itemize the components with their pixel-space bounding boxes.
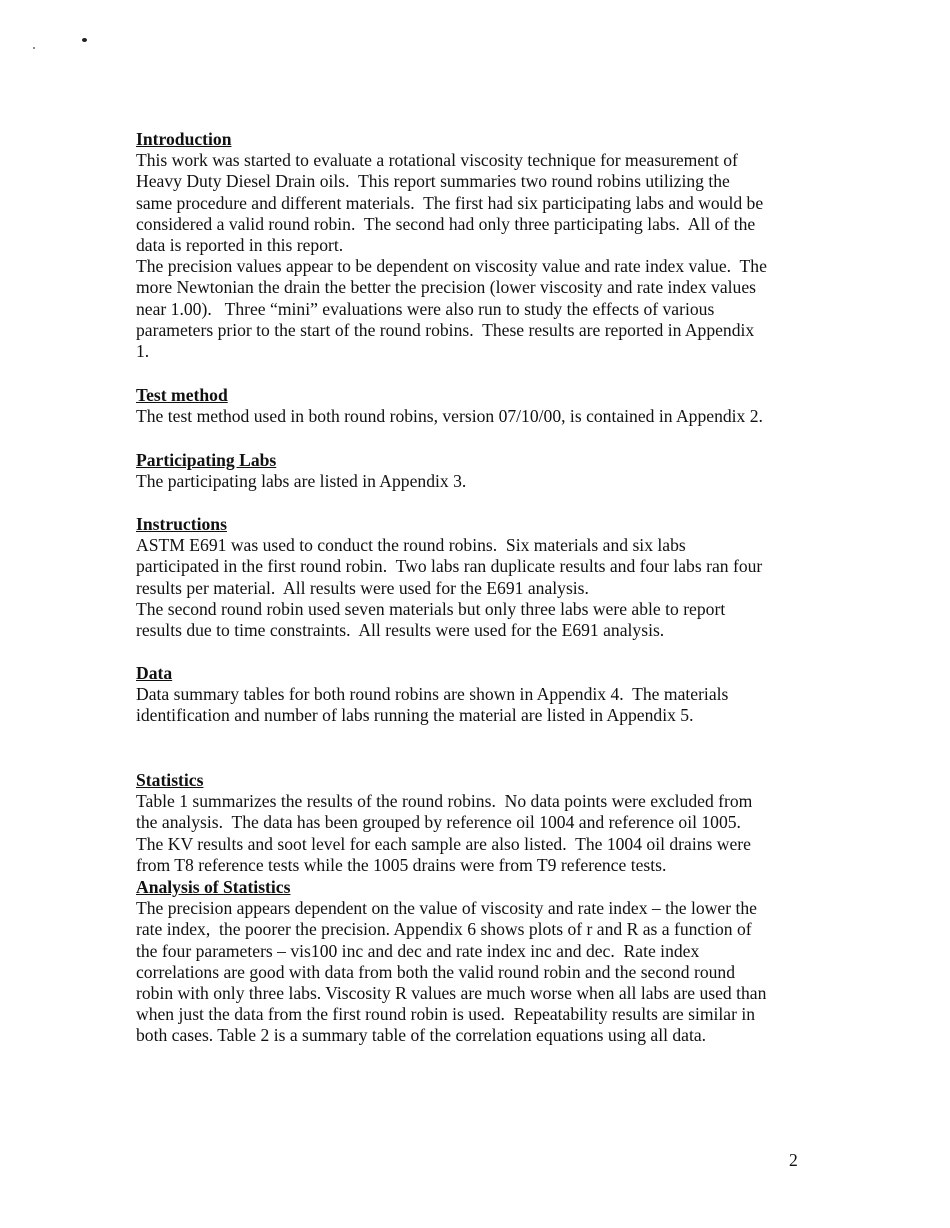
- paragraph: [136, 256, 816, 362]
- analysis-of-statistics-section: [136, 877, 816, 1047]
- paragraph: [136, 898, 816, 1046]
- text-line: parameters prior to the start of the round robins. These results are reported in Appendix: [136, 319, 755, 340]
- paragraph: [136, 684, 816, 726]
- paragraph: [136, 150, 816, 256]
- text-line: when just the data from the first round robin is used. Repeatability results are similar in: [136, 1004, 756, 1025]
- text-line: considered a valid round robin. The second had only three participating labs. All of the: [136, 213, 756, 234]
- text-line: the analysis. The data has been grouped by reference oil 1004 and reference oil 1005.: [136, 812, 741, 833]
- text-line: Table 1 summarizes the results of the round robins. No data points were excluded from: [136, 791, 753, 812]
- text-line: the four parameters – vis100 inc and dec and rate index inc and dec. Rate index: [136, 940, 700, 961]
- section-heading: Introduction: [136, 129, 232, 149]
- text-line: same procedure and different materials. The first had six participating labs and would be: [136, 192, 764, 213]
- section-heading: Data: [136, 663, 173, 683]
- instructions-section: [136, 514, 816, 641]
- section-heading: Test method: [136, 385, 228, 405]
- data-section: [136, 663, 816, 727]
- scan-speck: [82, 38, 87, 42]
- text-line: The test method used in both round robins, version 07/10/00, is contained in Appendix 2.: [136, 406, 763, 427]
- text-line: from T8 reference tests while the 1005 drains were from T9 reference tests.: [136, 854, 667, 875]
- text-line: The participating labs are listed in Appendix 3.: [136, 471, 467, 492]
- text-line: Heavy Duty Diesel Drain oils. This report summaries two round robins utilizing the: [136, 171, 730, 192]
- text-line: Data summary tables for both round robins are shown in Appendix 4. The materials: [136, 684, 729, 705]
- paragraph: [136, 791, 816, 876]
- paragraph: [136, 599, 816, 641]
- paragraph: [136, 535, 816, 599]
- text-line: ASTM E691 was used to conduct the round robins. Six materials and six labs: [136, 535, 686, 556]
- text-line: results per material. All results were used for the E691 analysis.: [136, 577, 589, 598]
- section-heading: Participating Labs: [136, 450, 277, 470]
- paragraph: [136, 471, 816, 492]
- text-line: correlations are good with data from both the valid round robin and the second round: [136, 961, 736, 982]
- text-line: participated in the first round robin. Two labs ran duplicate results and four labs ran four: [136, 556, 763, 577]
- text-line: The precision appears dependent on the value of viscosity and rate index – the lower the: [136, 898, 757, 919]
- section-heading: Analysis of Statistics: [136, 877, 291, 897]
- text-line: identification and number of labs running the material are listed in Appendix 5.: [136, 705, 694, 726]
- page-number: 2: [789, 1150, 798, 1170]
- text-line: near 1.00). Three “mini” evaluations were also run to study the effects of various: [136, 298, 715, 319]
- test-method-section: [136, 385, 816, 427]
- section-heading: Statistics: [136, 770, 204, 790]
- text-line: This work was started to evaluate a rotational viscosity technique for measurement of: [136, 150, 738, 171]
- introduction-section: [136, 129, 816, 362]
- text-line: more Newtonian the drain the better the precision (lower viscosity and rate index values: [136, 277, 756, 298]
- text-line: rate index, the poorer the precision. Appendix 6 shows plots of r and R as a function of: [136, 919, 752, 940]
- text-line: 1.: [136, 341, 150, 362]
- text-line: The precision values appear to be dependent on viscosity value and rate index value. The: [136, 256, 767, 277]
- text-line: The second round robin used seven materials but only three labs were able to report: [136, 598, 726, 619]
- paragraph: [136, 406, 816, 427]
- scan-speck: [33, 47, 35, 49]
- text-line: The KV results and soot level for each sample are also listed. The 1004 oil drains were: [136, 833, 751, 854]
- text-line: results due to time constraints. All results were used for the E691 analysis.: [136, 620, 665, 641]
- participating-labs-section: [136, 450, 816, 492]
- statistics-section: [136, 770, 816, 876]
- section-heading: Instructions: [136, 514, 227, 534]
- text-line: both cases. Table 2 is a summary table of the correlation equations using all data.: [136, 1025, 707, 1046]
- text-line: robin with only three labs. Viscosity R values are much worse when all labs are used than: [136, 983, 767, 1004]
- text-line: data is reported in this report.: [136, 235, 344, 256]
